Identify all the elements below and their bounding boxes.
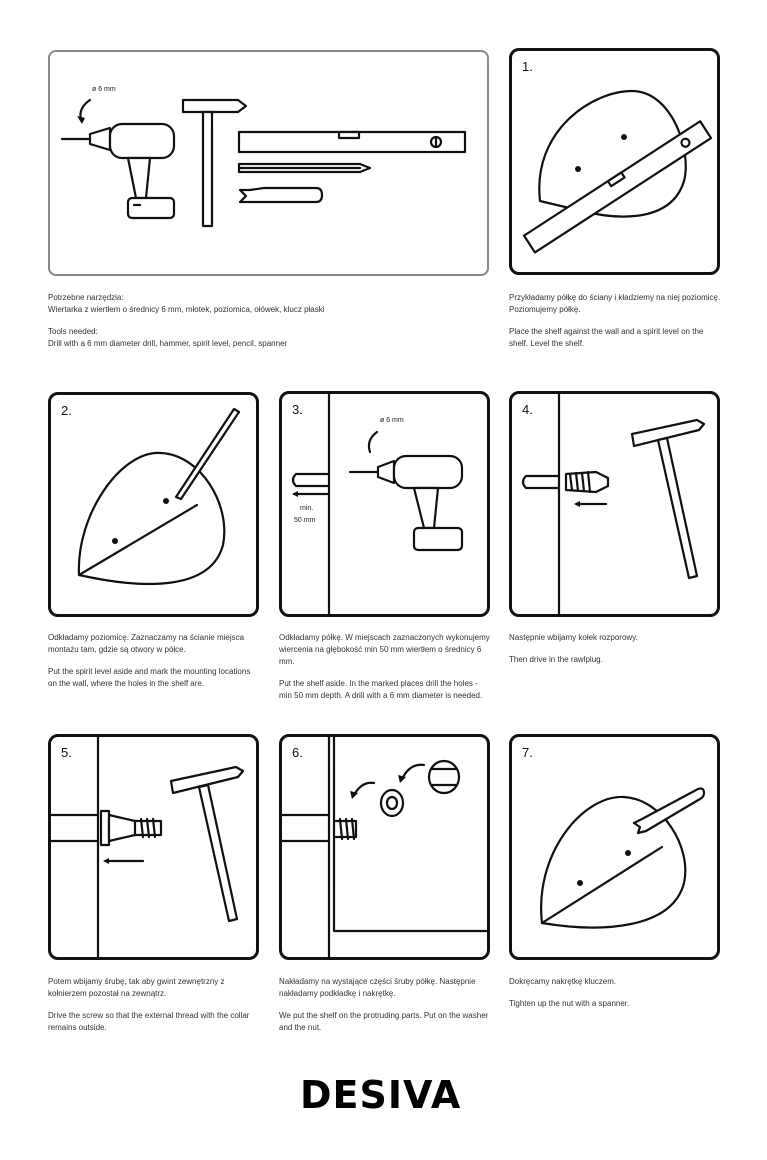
step-3-caption — [279, 632, 491, 712]
brand-logo: DESIVA — [300, 1073, 462, 1117]
step-7-caption-en: Tighten up the nut with a spanner. — [509, 999, 630, 1008]
tools-caption-pl-title: Potrzebne narzędzia: — [48, 293, 124, 302]
hammer-icon — [183, 100, 246, 226]
step-2-caption-en: Put the spirit level aside and mark the mounting locations on the wall, where the holes in the shelf are. — [48, 667, 251, 688]
step-6-caption-pl: Nakładamy na wystające części śruby półkę. Następnie nakładamy podkładkę i nakrętkę. — [279, 977, 476, 998]
depth-label-mm: 50 mm — [294, 517, 316, 524]
pencil-icon — [239, 164, 370, 172]
nut-icon — [429, 761, 459, 793]
step-1-caption-pl: Przykładamy półkę do ściany i kładziemy na niej poziomicę. Poziomujemy półkę. — [509, 293, 721, 314]
rotation-arrow-icon — [369, 432, 377, 452]
wall-section — [51, 815, 98, 841]
step-3-caption-en: Put the shelf aside. In the marked places drill the holes - min 50 mm depth. A drill with a 6 mm diameter is needed. — [279, 679, 483, 700]
hammer-icon — [632, 420, 704, 578]
tools-caption-pl-body: Wiertarka z wiertłem o średnicy 6 mm, młotek, poziomica, ołówek, klucz płaski — [48, 305, 325, 314]
spanner-icon — [240, 188, 322, 202]
step-1-panel — [509, 48, 720, 275]
step-3-caption-pl: Odkładamy półkę. W miejscach zaznaczonych wykonujemy wiercenia na głębokość min 50 mm wiertłem o średnicy 6 mm. — [279, 633, 490, 666]
tools-caption — [48, 292, 488, 360]
step-6-panel — [279, 734, 490, 960]
step-5-number: 5. — [61, 745, 72, 760]
step-1-illustration — [512, 51, 720, 275]
screw-icon — [101, 811, 161, 845]
drill-icon — [350, 456, 462, 550]
step-6-illustration — [282, 737, 490, 960]
step-2-illustration — [51, 395, 259, 617]
washer-icon — [381, 790, 403, 816]
step-7-caption — [509, 976, 721, 1020]
spirit-level-icon — [239, 132, 465, 152]
rotation-arrow-icon — [80, 100, 90, 120]
step-1-caption — [509, 292, 721, 360]
hammer-icon — [171, 767, 243, 921]
step-7-caption-pl: Dokręcamy nakrętkę kluczem. — [509, 977, 617, 986]
step-3-illustration — [282, 394, 490, 617]
drill-icon — [62, 124, 174, 218]
step-6-number: 6. — [292, 745, 303, 760]
rawlplug-icon — [566, 472, 608, 492]
step-4-number: 4. — [522, 402, 533, 417]
step-4-caption-pl: Następnie wbijamy kołek rozporowy. — [509, 633, 638, 642]
step-6-caption — [279, 976, 491, 1044]
step-1-caption-en: Place the shelf against the wall and a spirit level on the shelf. Level the shelf. — [509, 327, 704, 348]
step-7-panel — [509, 734, 720, 960]
step-2-panel — [48, 392, 259, 617]
drilled-hole — [523, 476, 559, 488]
step-5-caption-en: Drive the screw so that the external thread with the collar remains outside. — [48, 1011, 250, 1032]
step-4-illustration — [512, 394, 720, 617]
tools-illustration — [50, 52, 489, 276]
drilled-hole — [293, 474, 329, 486]
screw-thread-icon — [334, 819, 356, 839]
step-3-panel — [279, 391, 490, 617]
step-1-number: 1. — [522, 59, 533, 74]
step-2-number: 2. — [61, 403, 72, 418]
tools-caption-en-title: Tools needed: — [48, 327, 98, 336]
step-4-caption — [509, 632, 721, 676]
step-4-caption-en: Then drive in the rawlplug. — [509, 655, 603, 664]
step-3-number: 3. — [292, 402, 303, 417]
step-2-caption-pl: Odkładamy poziomicę. Zaznaczamy na ścianie miejsca montażu tam, gdzie są otwory w półce. — [48, 633, 245, 654]
tools-panel — [48, 50, 489, 276]
step-5-caption-pl: Potem wbijamy śrubę, tak aby gwint zewnętrzny z kołnierzem pozostał na zewnątrz. — [48, 977, 225, 998]
step-5-caption — [48, 976, 260, 1044]
drill-size-label: ø 6 mm — [380, 417, 404, 424]
step-5-panel — [48, 734, 259, 960]
step-7-number: 7. — [522, 745, 533, 760]
drill-size-label: ø 6 mm — [92, 86, 116, 93]
step-2-caption — [48, 632, 260, 700]
step-4-panel — [509, 391, 720, 617]
depth-label-min: min. — [300, 505, 314, 512]
step-6-caption-en: We put the shelf on the protruding parts. Put on the washer and the nut. — [279, 1011, 489, 1032]
step-5-illustration — [51, 737, 259, 960]
step-7-illustration — [512, 737, 720, 960]
tools-caption-en-body: Drill with a 6 mm diameter drill, hammer, spirit level, pencil, spanner — [48, 339, 288, 348]
shelf-icon — [79, 453, 224, 584]
